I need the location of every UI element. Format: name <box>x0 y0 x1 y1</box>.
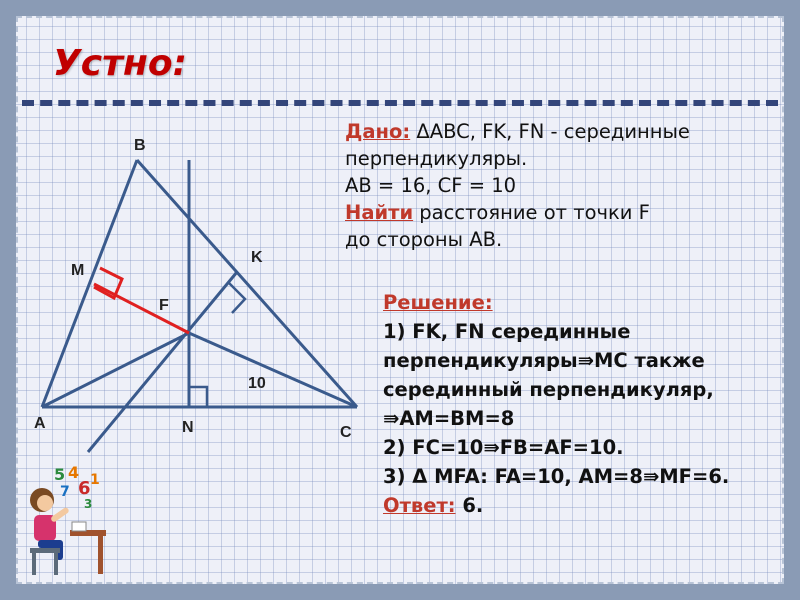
label-c: C <box>340 424 352 441</box>
answer-value: 6. <box>455 494 484 517</box>
label-k: K <box>251 249 263 266</box>
answer-label: Ответ: <box>383 494 456 517</box>
implies-arrow-icon: ⇛ <box>483 436 500 459</box>
solution-label: Решение: <box>383 291 493 314</box>
svg-text:4: 4 <box>68 463 80 482</box>
svg-text:7: 7 <box>60 484 70 500</box>
implies-arrow-icon: ⇛ <box>642 465 660 488</box>
solution-line-5a: 2) FC=10 <box>383 436 484 459</box>
implies-arrow-icon: ⇛ <box>383 407 400 430</box>
segment-fc <box>189 333 357 407</box>
implies-arrow-icon: ⇛ <box>577 349 594 372</box>
svg-text:3: 3 <box>84 497 93 511</box>
given-line-5: до стороны АВ. <box>345 228 503 251</box>
solution-line-3: серединный перпендикуляр, <box>383 378 714 401</box>
svg-text:1: 1 <box>90 472 100 488</box>
given-line-3: АВ = 16, СF = 10 <box>345 174 517 197</box>
student-clipart-icon <box>20 460 110 580</box>
solution-line-4: АМ=ВМ=8 <box>399 407 515 430</box>
solution-line-2a: перпендикуляры <box>383 349 578 372</box>
segment-mf <box>94 284 189 333</box>
svg-text:5: 5 <box>54 465 66 484</box>
label-n: N <box>182 419 194 436</box>
right-angle-k <box>228 282 245 313</box>
right-angle-n <box>189 387 207 407</box>
segment-af <box>42 333 189 407</box>
side-bc <box>137 160 357 407</box>
side-ab <box>42 160 137 407</box>
slide-title: Устно: <box>53 43 187 84</box>
given-line-1: ΔABC, FK, FN - серединные <box>410 120 690 143</box>
given-line-2: перпендикуляры. <box>345 147 528 170</box>
solution-line-6a: 3) Δ MFA: FA=10, АМ=8 <box>383 465 643 488</box>
label-a: A <box>34 415 46 432</box>
solution-block <box>383 288 783 520</box>
find-label: Найти <box>345 201 414 224</box>
given-label: Дано: <box>345 120 411 143</box>
svg-text:6: 6 <box>78 478 91 499</box>
label-f: F <box>159 297 169 314</box>
given-line-4: расстояние от точки F <box>413 201 650 224</box>
solution-line-1: 1) FK, FN серединные <box>383 320 631 343</box>
given-block <box>345 118 775 253</box>
solution-line-6b: MF=6. <box>659 465 730 488</box>
label-m: M <box>71 262 85 279</box>
solution-line-2b: МС также <box>593 349 705 372</box>
label-b: B <box>134 137 146 154</box>
solution-line-5b: FB=AF=10. <box>499 436 624 459</box>
right-angle-m <box>94 268 122 298</box>
label-length-10: 10 <box>248 375 266 392</box>
